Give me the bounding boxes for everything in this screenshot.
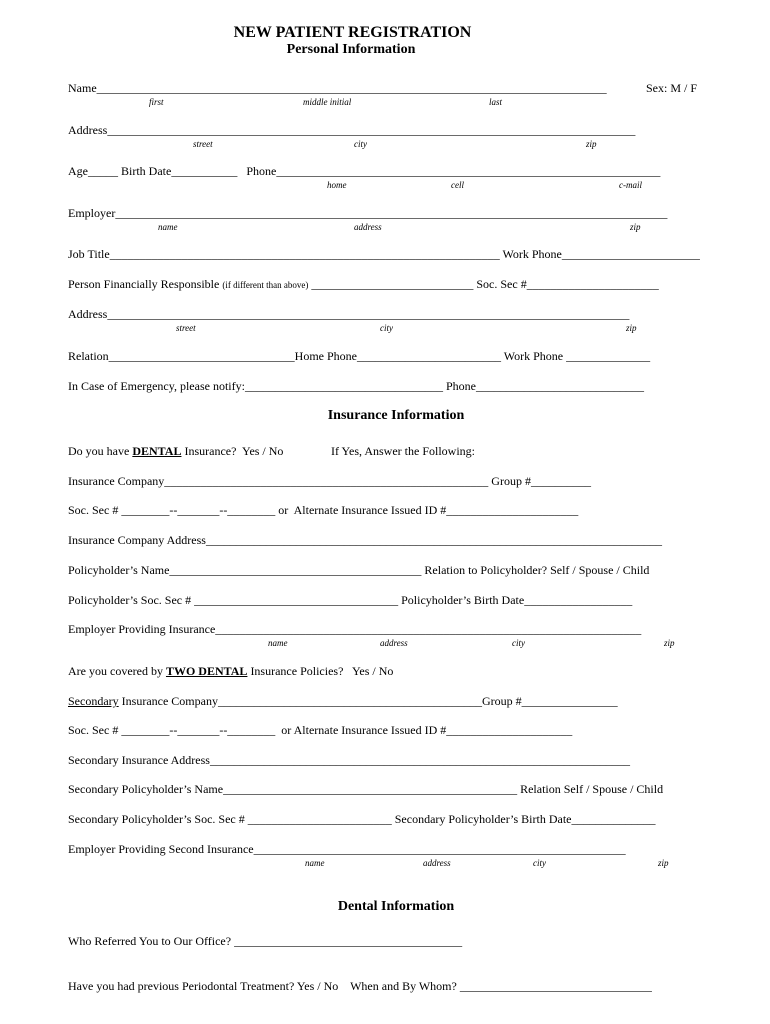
relation-phones-field[interactable]: Relation_______________________________Home Phone________________________ Work Phone ______________ xyxy=(68,349,651,363)
insurance-employer-field[interactable]: Employer Providing Insurance_______________________________________________________________________ xyxy=(68,622,642,636)
responsible-city-label: city xyxy=(380,323,393,333)
employer-zip-label: zip xyxy=(630,222,641,232)
sex-field[interactable]: Sex: M / F xyxy=(646,81,698,95)
age-birth-phone-field[interactable]: Age_____ Birth Date___________ Phone________________________________________________________________ xyxy=(68,164,661,178)
phone-cell-label: cell xyxy=(451,180,464,190)
secondary-employer-city-label: city xyxy=(533,858,546,868)
secondary-ssn-field[interactable]: Soc. Sec # ________--_______--________ or Alternate Insurance Issued ID #_____________________ xyxy=(68,723,573,737)
secondary-policyholder-ssn-field[interactable]: Secondary Policyholder’s Soc. Sec # ________________________ Secondary Policyholder’s Birth Date______________ xyxy=(68,812,656,826)
name-middle-label: middle initial xyxy=(303,97,352,107)
insurance-company-field[interactable]: Insurance Company______________________________________________________ Group #__________ xyxy=(68,474,591,488)
responsible-zip-label: zip xyxy=(626,323,637,333)
job-title-field[interactable]: Job Title_________________________________________________________________ Work Phone_______________________ xyxy=(68,247,700,261)
section-insurance-heading: Insurance Information xyxy=(327,408,465,423)
emergency-contact-field[interactable]: In Case of Emergency, please notify:_________________________________ Phone____________________________ xyxy=(68,379,644,393)
responsible-street-label: street xyxy=(176,323,196,333)
phone-email-label: c-mail xyxy=(619,180,642,190)
address-zip-label: zip xyxy=(586,139,597,149)
insurance-employer-city-label: city xyxy=(512,638,525,648)
insurance-employer-name-label: name xyxy=(268,638,288,648)
phone-home-label: home xyxy=(327,180,347,190)
form-title: NEW PATIENT REGISTRATION xyxy=(233,24,472,41)
dental-insurance-question[interactable]: Do you have DENTAL Insurance? Yes / No xyxy=(68,444,284,458)
employer-field[interactable]: Employer____________________________________________________________________________________________ xyxy=(68,206,668,220)
section-personal-heading: Personal Information xyxy=(286,42,416,57)
secondary-company-field[interactable]: Secondary Insurance Company____________________________________________Group #________________ xyxy=(68,694,618,708)
address-street-label: street xyxy=(193,139,213,149)
two-dental-question[interactable]: Are you covered by TWO DENTAL Insurance Policies? Yes / No xyxy=(68,664,394,678)
insurance-ssn-field[interactable]: Soc. Sec # ________--_______--________ or Alternate Insurance Issued ID #______________________ xyxy=(68,503,579,517)
referred-by-field[interactable]: Who Referred You to Our Office? ______________________________________ xyxy=(68,934,463,948)
insurance-employer-address-label: address xyxy=(380,638,408,648)
name-field[interactable]: Name_____________________________________________________________________________________ xyxy=(68,81,607,95)
address-field[interactable]: Address________________________________________________________________________________________ xyxy=(68,123,636,137)
secondary-employer-zip-label: zip xyxy=(658,858,669,868)
name-last-label: last xyxy=(489,97,503,107)
secondary-employer-field[interactable]: Employer Providing Second Insurance______________________________________________________________ xyxy=(68,842,626,856)
address-city-label: city xyxy=(354,139,367,149)
secondary-employer-address-label: address xyxy=(423,858,451,868)
secondary-address-field[interactable]: Secondary Insurance Address______________________________________________________________________ xyxy=(68,753,630,767)
secondary-policyholder-name-field[interactable]: Secondary Policyholder’s Name_________________________________________________ Relation Self / Spouse / Child xyxy=(68,782,664,796)
if-yes-note: If Yes, Answer the Following: xyxy=(331,444,476,458)
policyholder-name-field[interactable]: Policyholder’s Name__________________________________________ Relation to Policyholder? Self / Spouse / Child xyxy=(68,563,650,577)
insurance-employer-zip-label: zip xyxy=(664,638,675,648)
employer-name-label: name xyxy=(158,222,178,232)
name-first-label: first xyxy=(149,97,164,107)
policyholder-ssn-field[interactable]: Policyholder’s Soc. Sec # __________________________________ Policyholder’s Birth Date__________________ xyxy=(68,593,633,607)
section-dental-heading: Dental Information xyxy=(337,899,455,914)
financial-responsible-field[interactable]: Person Financially Responsible (if different than above) ___________________________ Soc. Sec #______________________ xyxy=(68,277,659,291)
secondary-employer-name-label: name xyxy=(305,858,325,868)
periodontal-treatment-field[interactable]: Have you had previous Periodontal Treatment? Yes / No When and By Whom? ________________________________ xyxy=(68,979,652,993)
responsible-address-field[interactable]: Address_______________________________________________________________________________________ xyxy=(68,307,630,321)
insurance-company-address-field[interactable]: Insurance Company Address____________________________________________________________________________ xyxy=(68,533,662,547)
employer-address-label: address xyxy=(354,222,382,232)
